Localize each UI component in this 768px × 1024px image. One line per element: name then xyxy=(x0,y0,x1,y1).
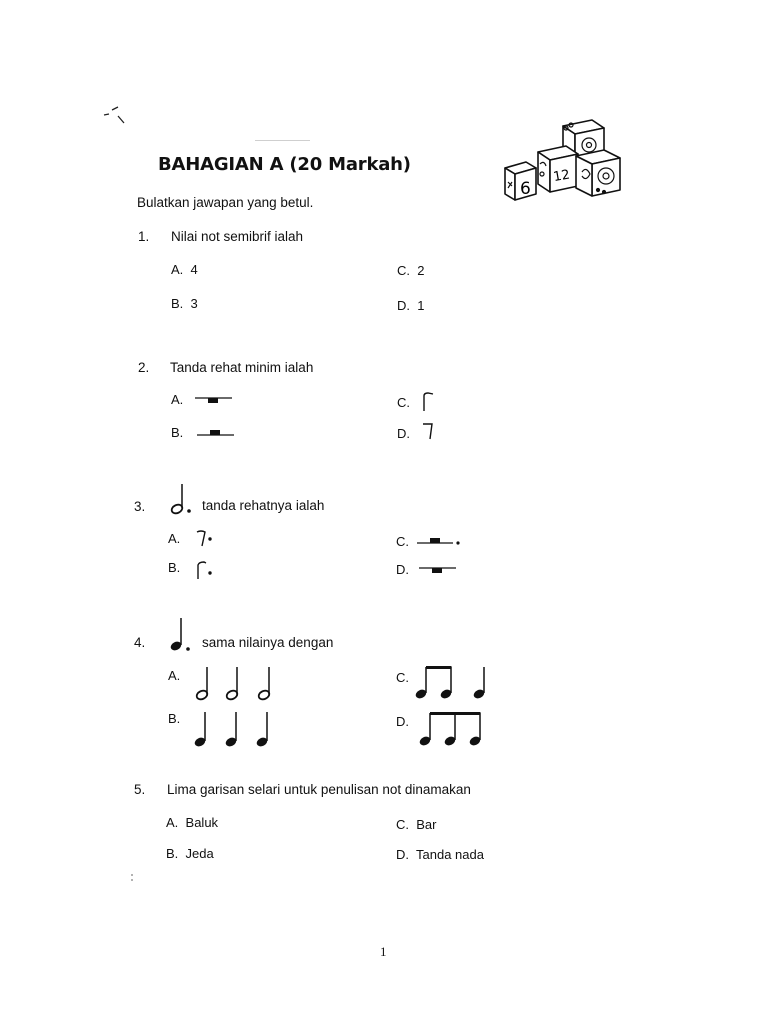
option-text: 3 xyxy=(190,296,198,311)
question-4-option-b[interactable] xyxy=(168,711,180,726)
three-crotchets-icon xyxy=(190,709,282,751)
option-text: 4 xyxy=(190,262,198,277)
question-2-option-c[interactable] xyxy=(397,395,410,410)
dice-number-six: 6 xyxy=(520,179,531,199)
dotted-quaver-rest-icon xyxy=(195,528,219,550)
option-label: B. xyxy=(166,846,179,861)
question-5-option-d[interactable] xyxy=(396,847,484,862)
question-1-number: 1. xyxy=(138,229,150,244)
option-label: D. xyxy=(396,562,409,577)
dotted-minim-rest-icon xyxy=(417,535,463,549)
question-1-text: Nilai not semibrif ialah xyxy=(171,229,304,244)
question-4-text: sama nilainya dengan xyxy=(202,635,334,650)
instruction-text: Bulatkan jawapan yang betul. xyxy=(137,195,314,210)
question-3-text: tanda rehatnya ialah xyxy=(202,498,325,513)
question-1-option-a[interactable] xyxy=(171,262,198,277)
question-2-option-d[interactable] xyxy=(397,426,410,441)
question-1-option-b[interactable] xyxy=(171,296,198,311)
three-beamed-quavers-icon xyxy=(418,710,488,750)
option-label: B. xyxy=(168,560,181,575)
option-label: A. xyxy=(171,262,184,277)
dice-blocks-icon xyxy=(500,112,630,204)
question-3-option-a[interactable] xyxy=(168,531,180,546)
dotted-crotchet-rest-icon xyxy=(195,559,219,583)
dice-number-twelve: 12 xyxy=(552,167,572,186)
option-label: A. xyxy=(166,815,179,830)
question-5-text: Lima garisan selari untuk penulisan not dinamakan xyxy=(167,782,471,797)
question-2-number: 2. xyxy=(138,360,150,375)
option-label: B. xyxy=(171,425,184,440)
option-label: A. xyxy=(168,531,181,546)
option-label: D. xyxy=(397,426,410,441)
question-2-text: Tanda rehat minim ialah xyxy=(170,360,314,375)
quaver-rest-icon xyxy=(421,421,437,443)
question-5-number: 5. xyxy=(134,782,146,797)
option-label: A. xyxy=(171,392,184,407)
option-label: C. xyxy=(396,817,409,832)
question-4-option-d[interactable] xyxy=(396,714,409,729)
option-text: 2 xyxy=(417,263,425,278)
option-label: D. xyxy=(396,714,409,729)
question-3-option-d[interactable] xyxy=(396,562,409,577)
question-2-option-b[interactable] xyxy=(171,425,183,440)
semibreve-rest-icon xyxy=(419,564,459,578)
scan-mark-small-icon xyxy=(130,872,136,884)
page-number: 1 xyxy=(380,944,387,959)
question-3-option-c[interactable] xyxy=(396,534,409,549)
option-text: Bar xyxy=(416,817,437,832)
question-3-number: 3. xyxy=(134,499,146,514)
question-5-option-c[interactable] xyxy=(396,817,436,832)
dotted-crotchet-note-icon xyxy=(166,615,196,655)
beamed-quavers-and-crotchet-icon xyxy=(414,664,496,704)
option-label: B. xyxy=(168,711,181,726)
section-title: BAHAGIAN A (20 Markah) xyxy=(158,154,411,175)
question-5-option-a[interactable] xyxy=(166,815,218,830)
option-text: Baluk xyxy=(185,815,219,830)
question-4-option-a[interactable] xyxy=(168,668,180,683)
option-text: 1 xyxy=(417,298,425,313)
option-text: Tanda nada xyxy=(416,847,484,862)
minim-rest-icon xyxy=(197,426,237,440)
option-label: A. xyxy=(168,668,181,683)
option-label: B. xyxy=(171,296,184,311)
question-1-option-d[interactable] xyxy=(397,298,424,313)
question-5-option-b[interactable] xyxy=(166,846,214,861)
question-3-option-b[interactable] xyxy=(168,560,180,575)
option-label: D. xyxy=(397,298,410,313)
scan-mark-icon xyxy=(100,104,130,124)
semibreve-rest-icon xyxy=(195,393,235,407)
question-2-option-a[interactable] xyxy=(171,392,183,407)
question-4-number: 4. xyxy=(134,635,146,650)
option-label: C. xyxy=(397,395,410,410)
option-label: C. xyxy=(396,534,409,549)
option-label: C. xyxy=(396,670,409,685)
option-label: C. xyxy=(397,263,410,278)
question-4-option-c[interactable] xyxy=(396,670,409,685)
dotted-minim-note-icon xyxy=(168,482,196,518)
three-minims-icon xyxy=(192,664,282,704)
option-text: Jeda xyxy=(185,846,214,861)
faint-scan-line xyxy=(255,140,310,141)
crotchet-rest-icon xyxy=(421,391,437,413)
question-1-option-c[interactable] xyxy=(397,263,424,278)
option-label: D. xyxy=(396,847,409,862)
